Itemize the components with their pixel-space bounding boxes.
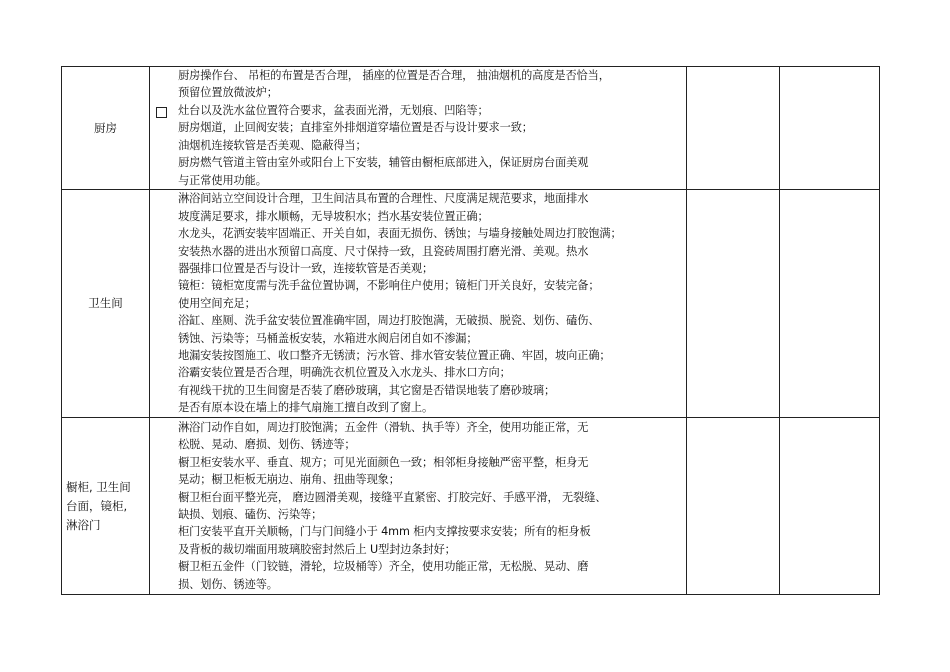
content-line: 地漏安装按图施工、收口整齐无锈渍；污水管、排水管安装位置正确、牢固，坡向正确； bbox=[178, 349, 611, 363]
content-line: 橱卫柜五金件（门铰链，滑轮，垃圾桶等）齐全，使用功能正常，无松脱、晃动、磨 bbox=[178, 560, 589, 574]
content-line: 有视线干扰的卫生间窗是否装了磨砂玻璃，其它窗是否错误地装了磨砂玻璃； bbox=[178, 383, 556, 397]
category-line: 淋浴门 bbox=[66, 517, 101, 532]
content-line: 损、划伤、锈迹等。 bbox=[178, 577, 278, 591]
table-row bbox=[62, 190, 880, 418]
content-line: 器强排口位置是否与设计一致，连接软管是否美观； bbox=[178, 261, 434, 275]
content-line: 是否有原本设在墙上的排气扇施工擅自改到了窗上。 bbox=[178, 401, 434, 415]
content-line: 晃动；橱卫柜板无崩边、崩角、扭曲等现象； bbox=[178, 473, 400, 487]
content-line: 浴缸、座厕、洗手盆安装位置准确牢固，周边打胶饱满，无破损、脱瓷、划伤、磕伤、 bbox=[178, 314, 600, 328]
content-line: 油烟机连接软管是否美观、隐蔽得当； bbox=[178, 138, 367, 152]
content-line: 松脱、晃动、磨损、划伤、锈迹等； bbox=[178, 438, 356, 452]
content-line: 厨房燃气管道主管由室外或阳台上下安装，辅管由橱柜底部进入，保证厨房台面美观 bbox=[178, 156, 589, 170]
content-line: 厨房烟道，止回阀安装；直排室外排烟道穿墙位置是否与设计要求一致； bbox=[178, 121, 533, 135]
content-line: 缺损、划痕、磕伤、污染等； bbox=[178, 508, 323, 521]
content-line: 橱卫柜安装水平、垂直、规方；可见光面颜色一致；相邻柜身接触严密平整，柜身无 bbox=[178, 455, 589, 469]
row-category-cabinets bbox=[62, 418, 150, 595]
content-line: 灶台以及洗水盆位置符合要求，盆表面光滑，无划痕、凹陷等； bbox=[178, 103, 489, 117]
content-line: 淋浴间站立空间设计合理，卫生间洁具布置的合理性、尺度满足规范要求，地面排水 bbox=[178, 192, 589, 206]
remark-cell[interactable] bbox=[779, 67, 879, 190]
row-content-kitchen bbox=[150, 67, 687, 190]
checkbox[interactable] bbox=[156, 107, 167, 118]
table-row bbox=[62, 418, 880, 595]
remark-cell[interactable] bbox=[779, 418, 879, 595]
content-line: 使用空间充足； bbox=[178, 296, 256, 310]
content-line: 橱卫柜台面平整光亮， 磨边圆滑美观，接缝平直紧密、打胶完好、手感平滑， 无裂缝、 bbox=[178, 490, 607, 504]
content-line: 锈蚀、污染等；马桶盖板安装，水箱进水阀启闭自如不渗漏； bbox=[178, 331, 478, 345]
row-category-kitchen: 厨房 bbox=[62, 67, 150, 190]
category-line: 台面，镜柜, bbox=[66, 498, 128, 513]
inspection-table bbox=[61, 66, 880, 595]
content-line: 镜柜：镜柜宽度需与洗手盆位置协调，不影响住户使用；镜柜门开关良好，安装完备； bbox=[178, 279, 600, 293]
content-line: 坡度满足要求，排水顺畅，无导坡积水；挡水基安装位置正确； bbox=[178, 209, 489, 223]
row-content-bathroom bbox=[150, 190, 687, 418]
check-cell[interactable] bbox=[686, 190, 779, 418]
content-line: 与正常使用功能。 bbox=[178, 173, 267, 187]
content-line: 厨房操作台、 吊柜的布置是否合理， 插座的位置是否合理， 抽油烟机的高度是否恰当， bbox=[178, 69, 610, 83]
content-line: 及背板的裁切端面用玻璃胶密封然后上 U型封边条封好； bbox=[178, 542, 456, 556]
table-row bbox=[62, 67, 880, 190]
content-line: 浴霸安装位置是否合理，明确洗衣机位置及入水龙头、排水口方向； bbox=[178, 366, 511, 380]
content-line: 柜门安装平直开关顺畅，门与门间缝小于 4mm 柜内支撑按要求安装；所有的柜身板 bbox=[178, 525, 591, 539]
content-line: 淋浴门动作自如，周边打胶饱满；五金件（滑轨、执手等）齐全，使用功能正常，无 bbox=[178, 420, 589, 434]
remark-cell[interactable] bbox=[779, 190, 879, 418]
content-line: 安装热水器的进出水预留口高度、尺寸保持一致，且瓷砖周围打磨光滑、美观。热水 bbox=[178, 244, 589, 258]
check-cell[interactable] bbox=[686, 67, 779, 190]
content-line: 水龙头，花洒安装牢固端正、开关自如，表面无损伤、锈蚀；与墙身接触处周边打胶饱满； bbox=[178, 227, 622, 241]
category-line: 橱柜, 卫生间 bbox=[66, 479, 131, 494]
content-line: 预留位置放微波炉； bbox=[178, 86, 278, 100]
row-category-bathroom: 卫生间 bbox=[62, 190, 150, 418]
check-cell[interactable] bbox=[686, 418, 779, 595]
row-content-cabinets bbox=[150, 418, 687, 595]
